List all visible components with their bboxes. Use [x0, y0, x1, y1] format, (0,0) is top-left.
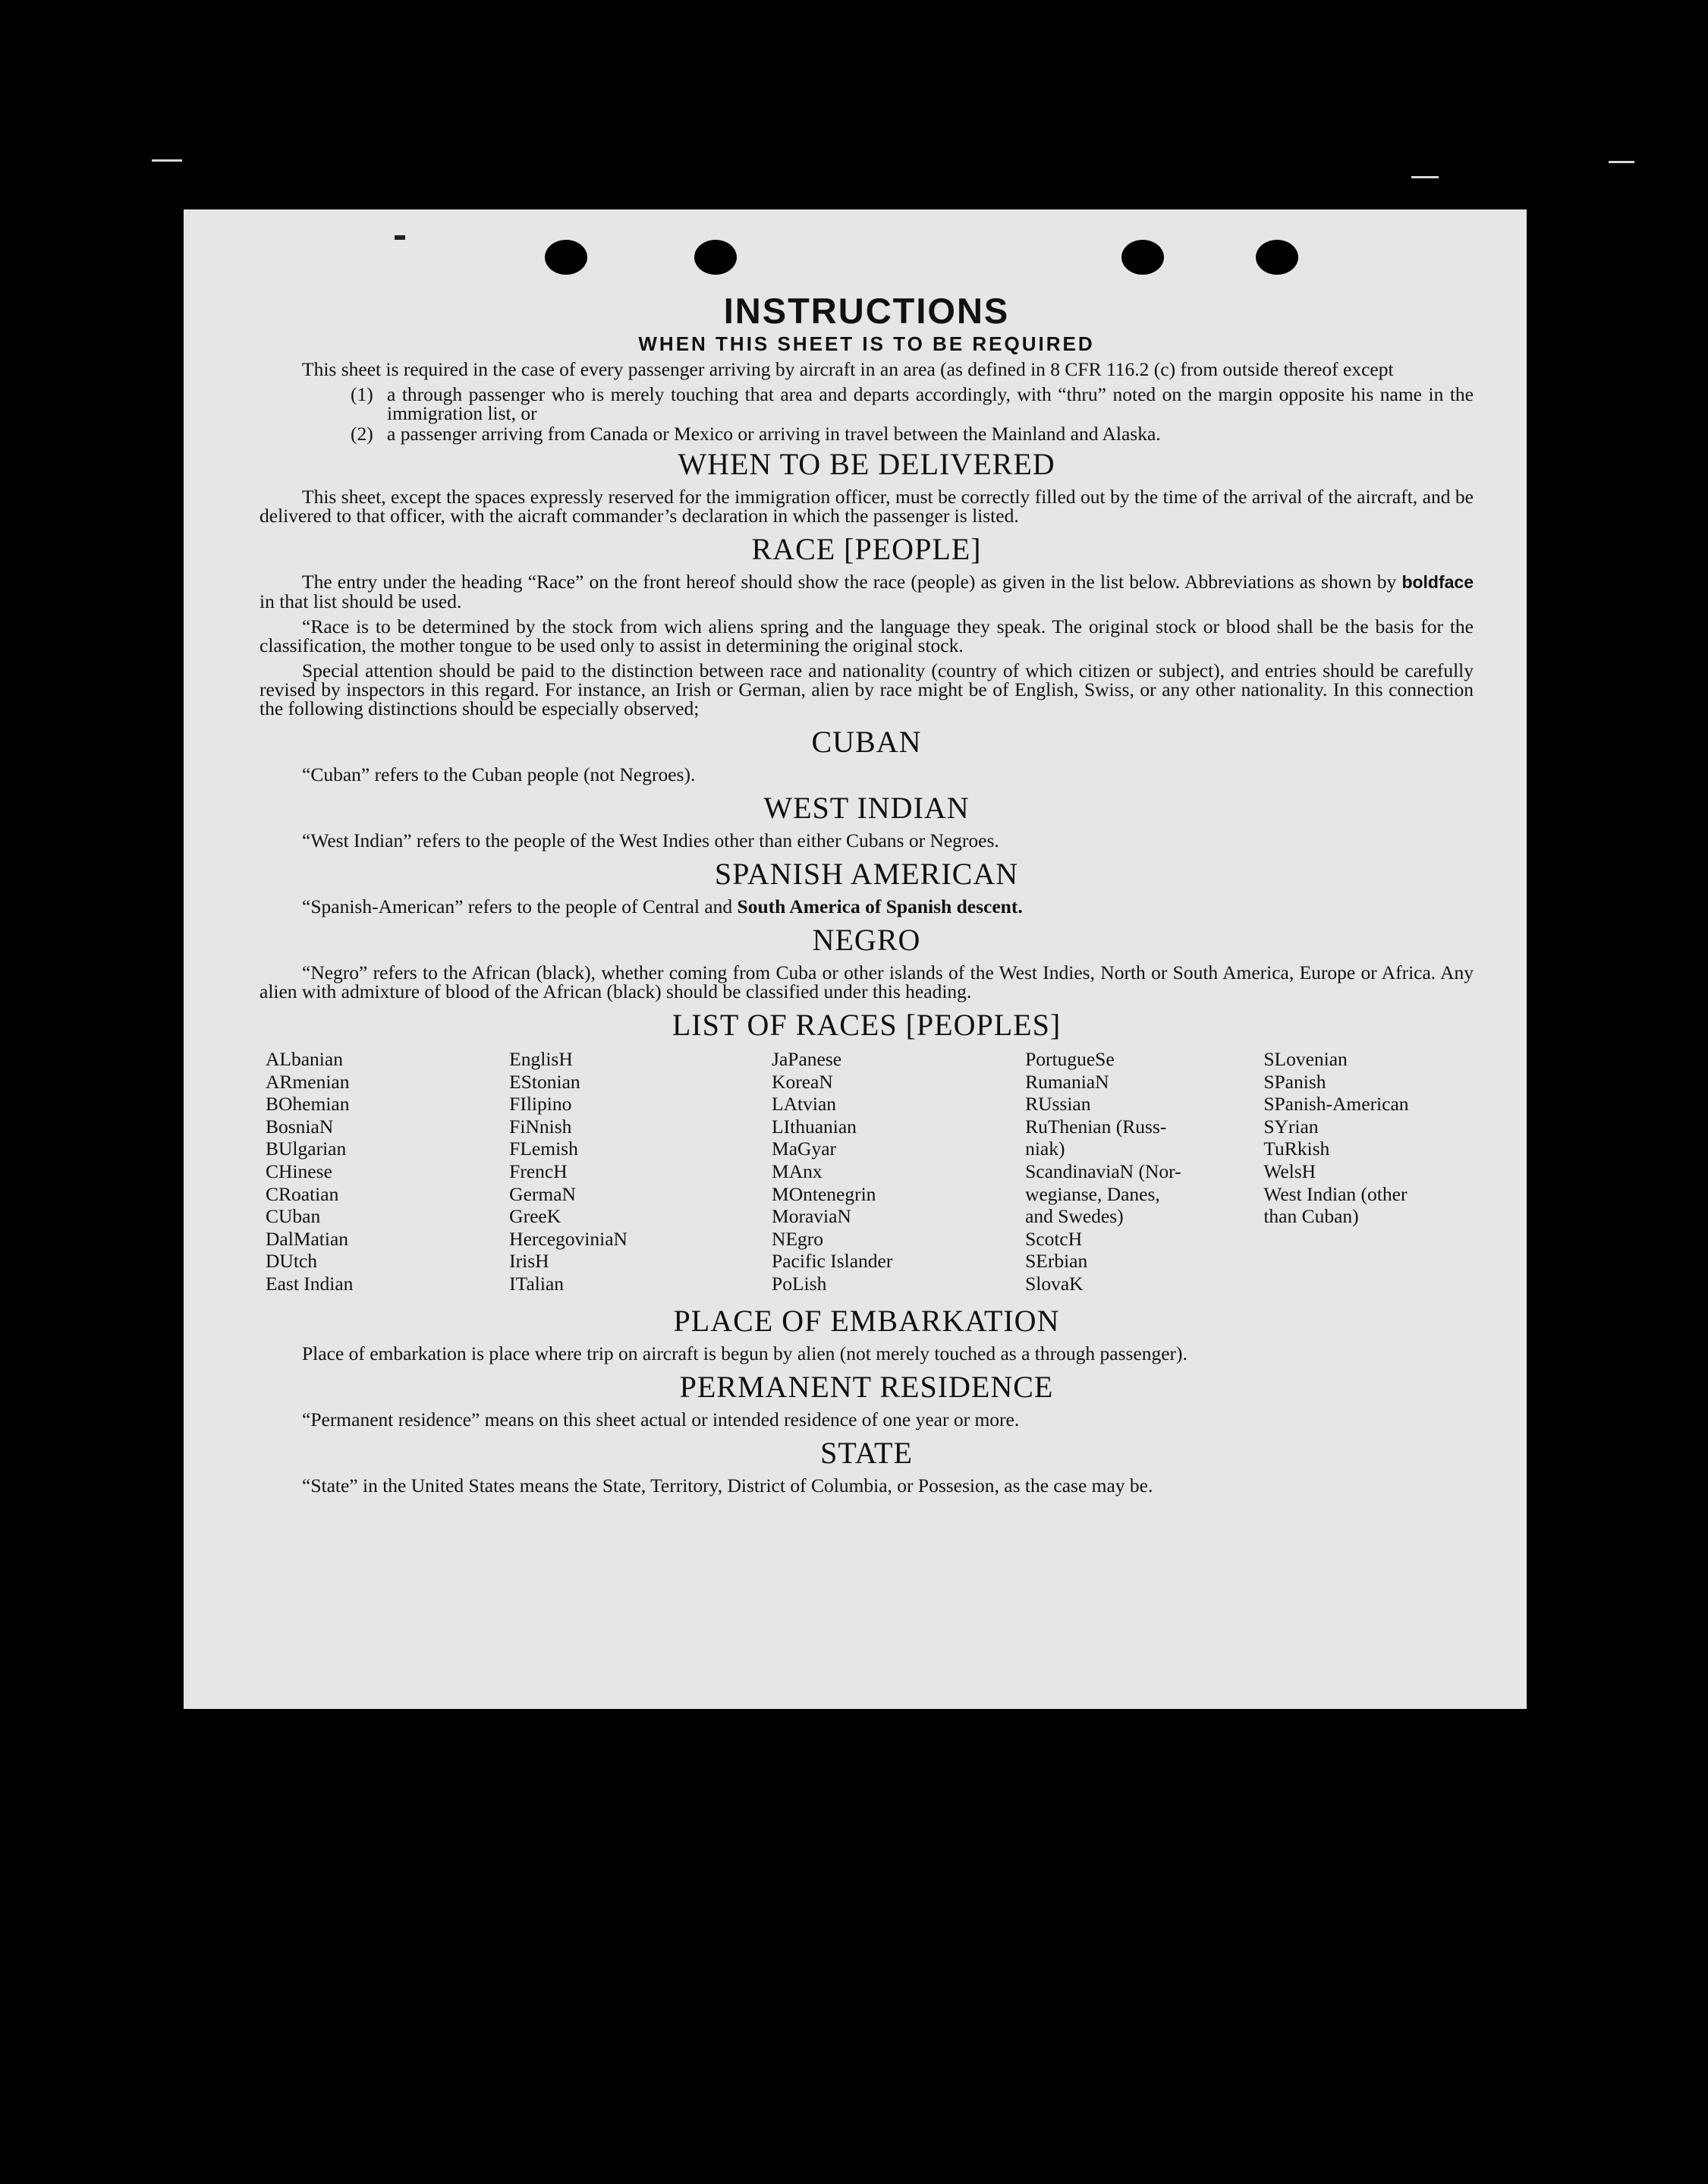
- race-entry: ALbanian: [266, 1048, 343, 1070]
- state-text: “State” in the United States means the State, Territory, District of Columbia, or Possesion, as the case may be.: [302, 1474, 1153, 1496]
- race-entry: FIlipino: [509, 1093, 572, 1116]
- races-column: [509, 1048, 772, 1295]
- cuban-text: “Cuban” refers to the Cuban people (not Negroes).: [302, 763, 696, 785]
- race-entry: MaGyar: [772, 1138, 837, 1160]
- spanish-american-text: [260, 897, 1474, 916]
- race-entry: MAnx: [772, 1160, 823, 1182]
- race-entry: ARmenian: [266, 1070, 350, 1093]
- race-entry: Pacific Islander: [772, 1250, 893, 1273]
- races-column: [1263, 1048, 1474, 1295]
- heading-race: RACE [PEOPLE]: [751, 532, 982, 566]
- race-entry: PoLish: [772, 1272, 827, 1295]
- race-entry: ITalian: [509, 1272, 565, 1295]
- race-entry: TuRkish: [1263, 1138, 1330, 1160]
- exception-number: (1): [351, 383, 373, 405]
- race-p1-end: in that list should be used.: [260, 590, 462, 612]
- race-entry: CUban: [266, 1205, 321, 1228]
- exception-item: [260, 424, 1474, 443]
- races-list: [266, 1048, 1474, 1295]
- race-entry: SPanish-American: [1263, 1093, 1409, 1116]
- race-entry: CRoatian: [266, 1182, 339, 1205]
- race-entry: IrisH: [509, 1250, 549, 1273]
- heading-cuban: CUBAN: [811, 725, 922, 759]
- race-entry: PortugueSe: [1025, 1048, 1115, 1070]
- heading-permanent-residence: PERMANENT RESIDENCE: [679, 1369, 1054, 1404]
- embarkation-text: Place of embarkation is place where trip on aircraft is begun by alien (not merely touched as a through passenger).: [302, 1342, 1187, 1364]
- races-column: [1025, 1048, 1263, 1295]
- race-entry: DUtch: [266, 1250, 317, 1273]
- race-entry: DalMatian: [266, 1227, 349, 1250]
- boldface-word: boldface: [1401, 572, 1474, 592]
- race-entry: BOhemian: [266, 1093, 350, 1116]
- delivered-text: This sheet, except the spaces expressly reserved for the immigration officer, must be correctly filled out by the time of the arrival of the aircraft, and be delivered to that officer, with the aicraft commander’s declaration in which the passenger is listed.: [260, 486, 1474, 527]
- scan-speck: [152, 159, 182, 162]
- race-entry: GermaN: [509, 1182, 576, 1205]
- race-p1-start: The entry under the heading “Race” on the front hereof should show the race (people) as given in the list below. Abbreviations as shown by: [302, 571, 1397, 593]
- race-entry: East Indian: [266, 1272, 354, 1295]
- spanish-american-text-bold: South America of Spanish descent.: [737, 895, 1023, 917]
- race-entry: JaPanese: [772, 1048, 842, 1070]
- race-entry: WelsH: [1263, 1160, 1316, 1182]
- race-entry: RuThenian (Russ- niak): [1025, 1115, 1167, 1160]
- race-entry: SErbian: [1025, 1250, 1088, 1273]
- races-column: [266, 1048, 509, 1295]
- race-paragraph-3: Special attention should be paid to the distinction between race and nationality (country of which citizen or subject), and entries should be carefully revised by inspectors in this regard. For instance, an Irish or German, alien by race might be of English, Swiss, or any other nationality. In this connection the following distinctions should be especially observed;: [260, 659, 1474, 719]
- heading-negro: NEGRO: [812, 923, 921, 957]
- race-entry: FLemish: [509, 1138, 578, 1160]
- exception-text: a through passenger who is merely touching that area and departs accordingly, with “thru” noted on the margin opposite his name in the immigration list, or: [387, 383, 1474, 424]
- instructions-content: [260, 291, 1474, 1501]
- punch-hole: [1121, 240, 1164, 275]
- heading-state: STATE: [820, 1435, 913, 1470]
- race-paragraph-1: [260, 572, 1474, 611]
- punch-hole: [1256, 240, 1298, 275]
- punch-hole: [545, 240, 587, 275]
- race-entry: ScotcH: [1025, 1227, 1083, 1250]
- race-entry: RUssian: [1025, 1093, 1091, 1116]
- race-entry: GreeK: [509, 1205, 561, 1228]
- race-entry: NEgro: [772, 1227, 824, 1250]
- heading-when-delivered: WHEN TO BE DELIVERED: [678, 447, 1055, 481]
- race-entry: BUlgarian: [266, 1138, 347, 1160]
- race-entry: CHinese: [266, 1160, 332, 1182]
- page-subtitle: WHEN THIS SHEET IS TO BE REQUIRED: [638, 332, 1095, 355]
- page-title: INSTRUCTIONS: [723, 291, 1010, 331]
- required-intro: This sheet is required in the case of every passenger arriving by aircraft in an area (as defined in 8 CFR 116.2 (c) from outside thereof except: [302, 358, 1394, 380]
- race-entry: LIthuanian: [772, 1115, 857, 1138]
- exception-number: (2): [351, 423, 373, 445]
- heading-embarkation: PLACE OF EMBARKATION: [673, 1303, 1060, 1338]
- race-entry: HercegoviniaN: [509, 1227, 628, 1250]
- race-paragraph-2: “Race is to be determined by the stock from wich aliens spring and the language they speak. The original stock or blood shall be the basis for the classification, the mother tongue to be used only to assist in determining the original stock.: [260, 615, 1474, 656]
- race-entry: SYrian: [1263, 1115, 1319, 1138]
- scan-speck: [1609, 161, 1634, 163]
- race-entry: MOntenegrin: [772, 1182, 876, 1205]
- residence-text: “Permanent residence” means on this sheet actual or intended residence of one year or more.: [302, 1408, 1020, 1430]
- heading-list-of-races: LIST OF RACES [PEOPLES]: [672, 1008, 1062, 1042]
- race-entry: ScandinaviaN (Nor- wegianse, Danes, and Swedes): [1025, 1160, 1181, 1228]
- race-entry: SPanish: [1263, 1070, 1326, 1093]
- spanish-american-text-start: “Spanish-American” refers to the people of Central and: [302, 895, 733, 917]
- heading-spanish-american: SPANISH AMERICAN: [714, 857, 1019, 891]
- race-entry: RumaniaN: [1025, 1070, 1109, 1093]
- race-entry: EStonian: [509, 1070, 580, 1093]
- exception-item: [260, 385, 1474, 423]
- heading-west-indian: WEST INDIAN: [763, 791, 970, 825]
- race-entry: SLovenian: [1263, 1048, 1348, 1070]
- race-entry: EnglisH: [509, 1048, 573, 1070]
- punch-hole: [694, 240, 737, 275]
- race-entry: KoreaN: [772, 1070, 833, 1093]
- negro-text: “Negro” refers to the African (black), whether coming from Cuba or other islands of the West Indies, North or South America, Europe or Africa. Any alien with admixture of blood of the African (black) should be classified under this heading.: [260, 961, 1474, 1002]
- west-indian-text: “West Indian” refers to the people of the West Indies other than either Cubans or Negroes.: [302, 829, 999, 851]
- race-entry: SlovaK: [1025, 1272, 1084, 1295]
- race-entry: West Indian (other than Cuban): [1263, 1182, 1408, 1228]
- race-entry: FiNnish: [509, 1115, 572, 1138]
- scan-speck: [1411, 176, 1439, 178]
- races-column: [772, 1048, 1025, 1295]
- scan-speck: [395, 235, 405, 240]
- race-entry: MoraviaN: [772, 1205, 851, 1228]
- race-entry: FrencH: [509, 1160, 568, 1182]
- race-entry: LAtvian: [772, 1093, 837, 1116]
- race-entry: BosniaN: [266, 1115, 334, 1138]
- exception-text: a passenger arriving from Canada or Mexico or arriving in travel between the Mainland and Alaska.: [387, 423, 1161, 445]
